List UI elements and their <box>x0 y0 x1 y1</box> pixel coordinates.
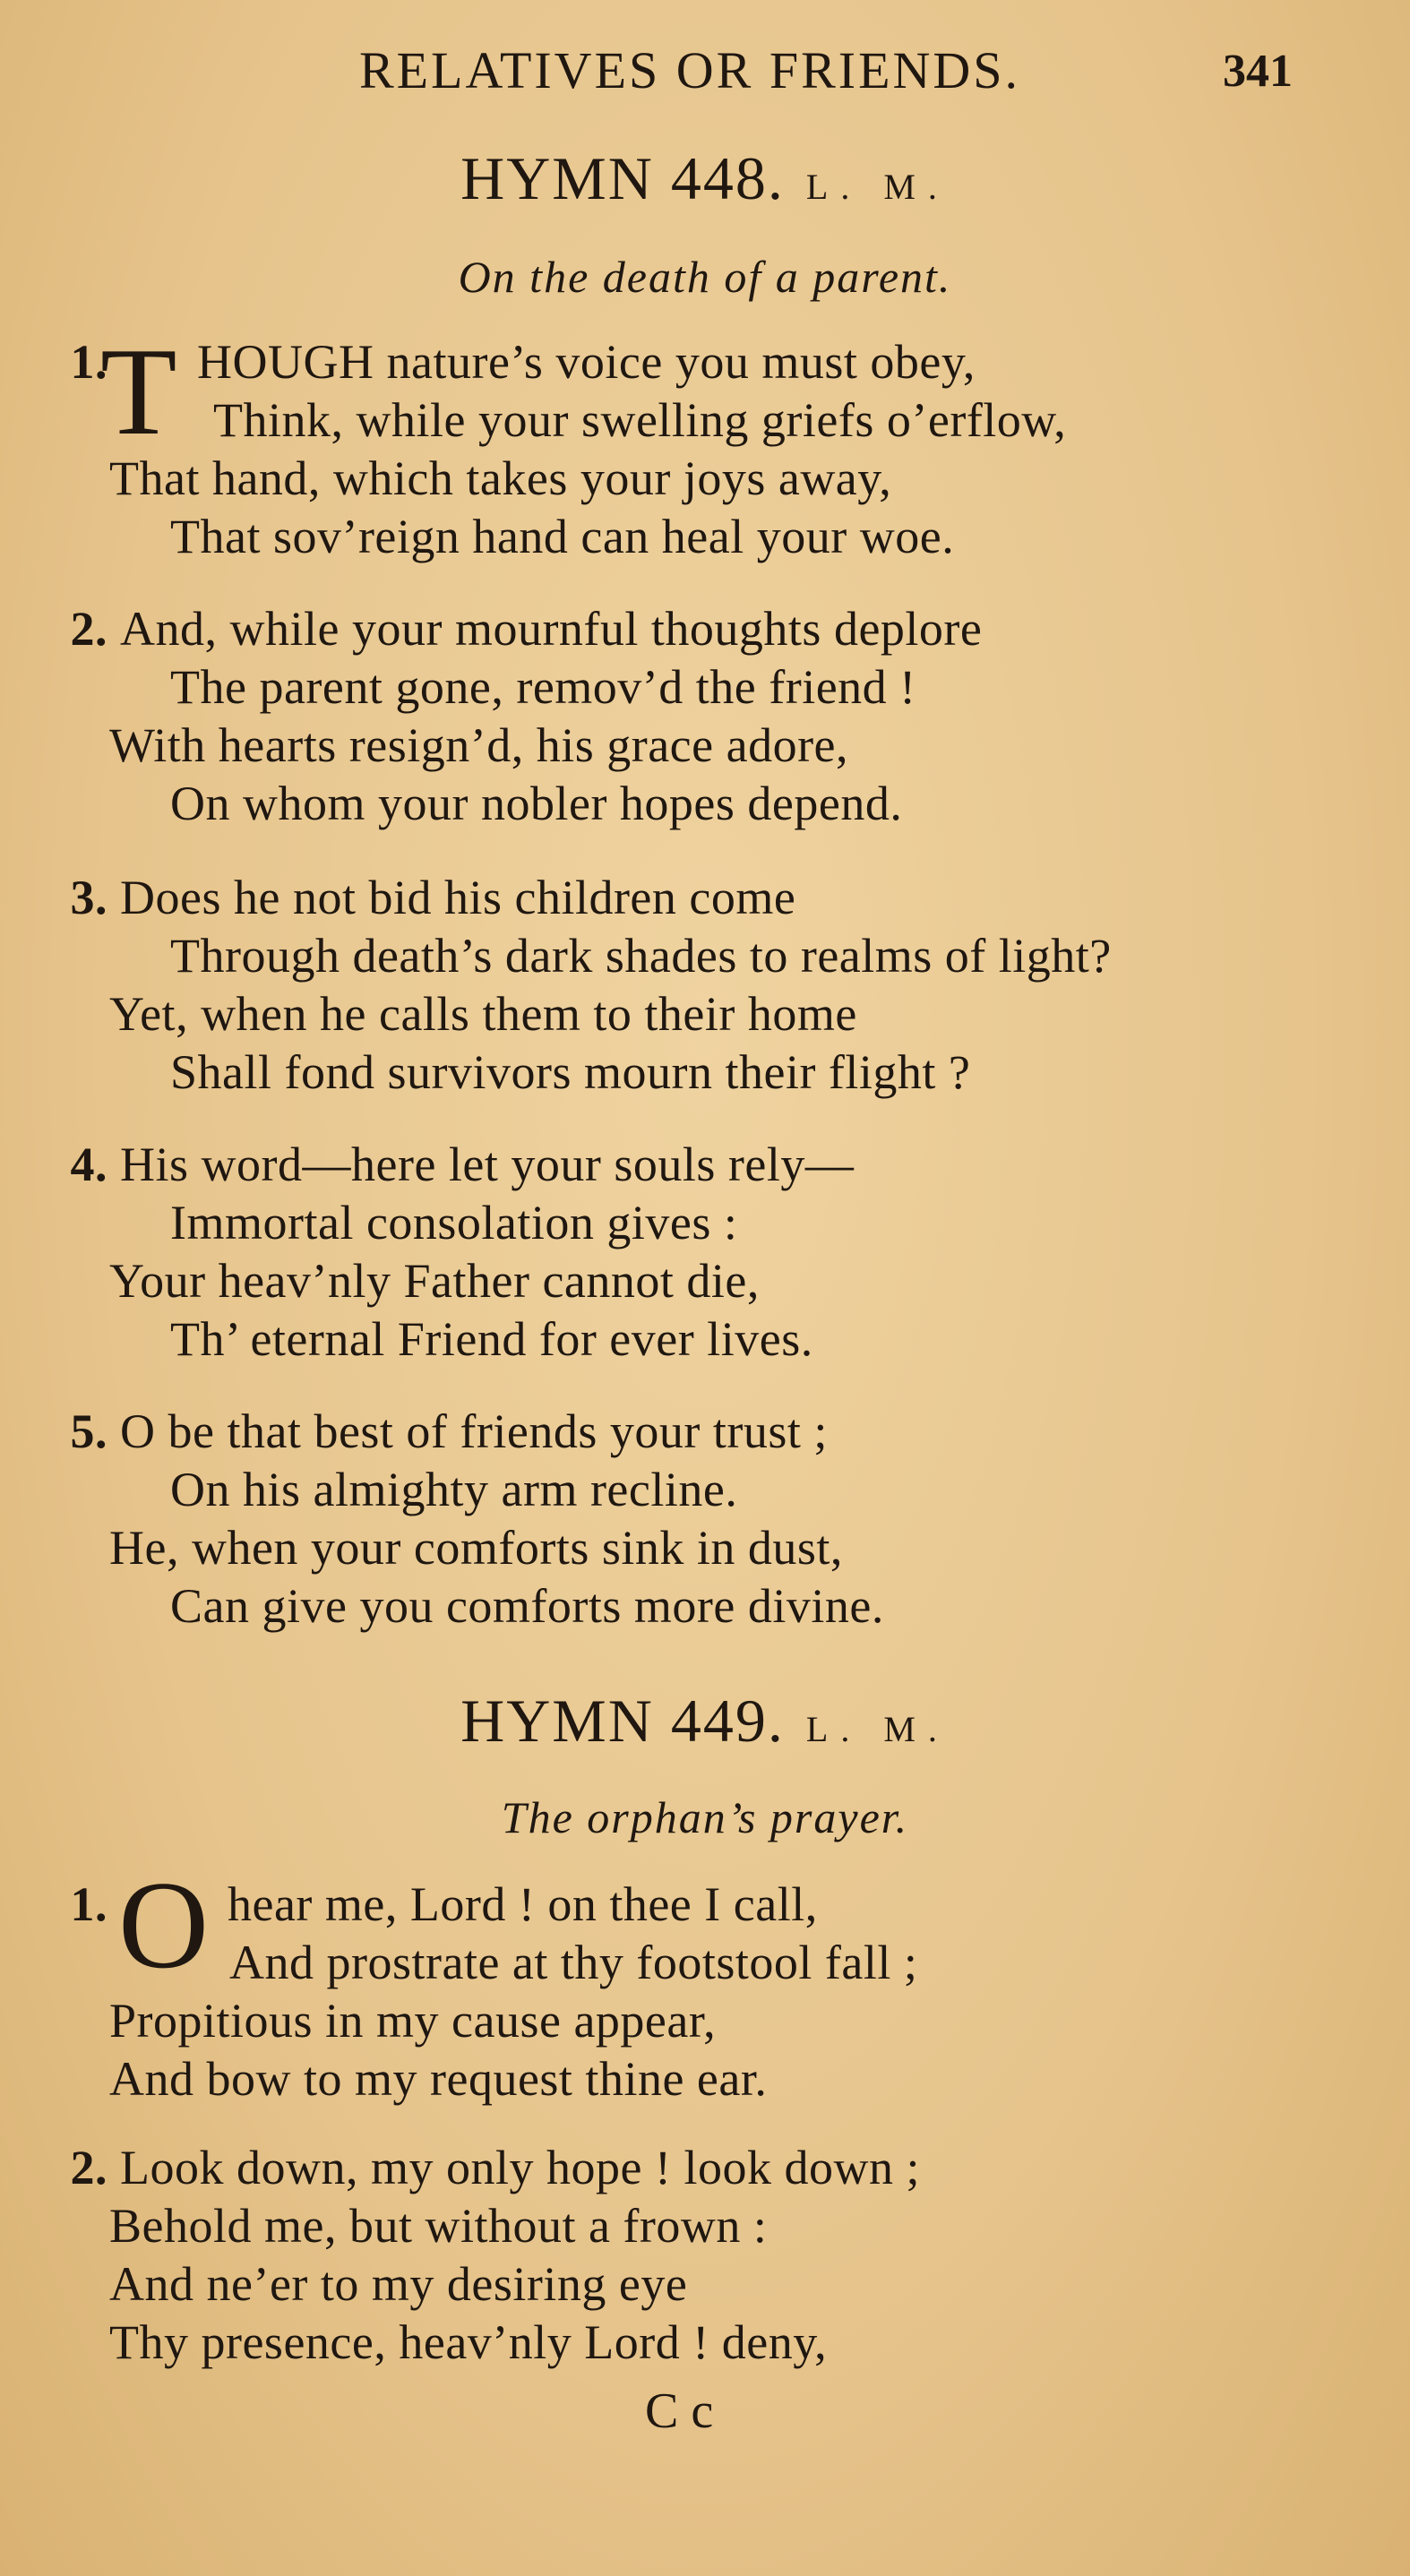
verse-line: And bow to my request thine ear. <box>109 2052 768 2106</box>
verse-line: That hand, which takes your joys away, <box>109 451 892 505</box>
hymn-448-stanza-3 <box>45 869 1389 1102</box>
hymn-448-title <box>0 143 1410 214</box>
hymn-449-meter: L. M. <box>805 1709 950 1749</box>
stanza-number: 1. <box>70 335 107 389</box>
hymn-448-number: HYMN 448. <box>460 144 785 212</box>
hymn-449-title <box>0 1686 1410 1756</box>
stanza-number: 1. <box>70 1877 107 1931</box>
verse-line: On his almighty arm recline. <box>170 1463 738 1516</box>
hymn-449-stanza-2 <box>45 2139 1389 2372</box>
hymn-449-dropcap: O <box>118 1856 210 1995</box>
verse-line: Does he not bid his children come <box>120 871 796 924</box>
verse-line: On whom your nobler hopes depend. <box>170 777 903 830</box>
verse-line: His word—here let your souls rely— <box>120 1138 855 1191</box>
hymn-448-dropcap: T <box>100 322 177 461</box>
hymn-448-stanza-5 <box>45 1403 1389 1636</box>
hymn-448-subtitle: On the death of a parent. <box>458 252 952 302</box>
verse-line: That sov’reign hand can heal your woe. <box>170 510 955 563</box>
verse-line: Propitious in my cause appear, <box>109 1994 717 2048</box>
verse-line: Look down, my only hope ! look down ; <box>120 2141 920 2194</box>
hymn-449-subtitle: The orphan’s prayer. <box>501 1792 909 1842</box>
stanza-number: 4. <box>70 1138 107 1191</box>
verse-line: He, when your comforts sink in dust, <box>109 1521 843 1575</box>
verse-line: Think, while your swelling griefs o’erflow, <box>213 393 1067 447</box>
verse-line: And, while your mournful thoughts deplore <box>120 602 983 656</box>
verse-line: With hearts resign’d, his grace adore, <box>109 718 849 772</box>
verse-line: Through death’s dark shades to realms of light? <box>170 929 1112 983</box>
verse-line: The parent gone, remov’d the friend ! <box>170 660 916 714</box>
hymn-448-stanza-2 <box>45 600 1389 833</box>
verse-line: Immortal consolation gives : <box>170 1196 738 1249</box>
verse-line: Thy presence, heav’nly Lord ! deny, <box>109 2315 828 2369</box>
hymn-448-stanza-4 <box>45 1136 1389 1369</box>
hymn-449-stanza-1 <box>45 1876 1389 2108</box>
verse-line: O be that best of friends your trust ; <box>120 1404 828 1458</box>
verse-line: HOUGH nature’s voice you must obey, <box>197 335 976 389</box>
verse-line: Your heav’nly Father cannot die, <box>109 1254 760 1308</box>
verse-line: Shall fond survivors mourn their flight ? <box>170 1045 971 1099</box>
catchword: C c <box>645 2383 714 2439</box>
hymn-448-stanza-1 <box>45 322 1389 566</box>
verse-line: And prostrate at thy footstool fall ; <box>229 1936 918 1989</box>
stanza-number: 2. <box>70 2141 107 2194</box>
stanza-number: 3. <box>70 871 107 924</box>
verse-line: Th’ eternal Friend for ever lives. <box>170 1312 813 1366</box>
hymn-449-number: HYMN 449. <box>460 1687 785 1755</box>
verse-line: Yet, when he calls them to their home <box>109 987 857 1041</box>
hymn-448-meter: L. M. <box>805 167 950 207</box>
verse-line: Can give you comforts more divine. <box>170 1579 884 1633</box>
stanza-number: 2. <box>70 602 107 656</box>
running-head: RELATIVES OR FRIENDS. <box>358 41 1021 99</box>
verse-line: Behold me, but without a frown : <box>109 2199 768 2253</box>
verse-line: And ne’er to my desiring eye <box>109 2257 688 2311</box>
verse-line: hear me, Lord ! on thee I call, <box>228 1877 818 1931</box>
page-number: 341 <box>1223 46 1293 97</box>
stanza-number: 5. <box>70 1404 107 1458</box>
